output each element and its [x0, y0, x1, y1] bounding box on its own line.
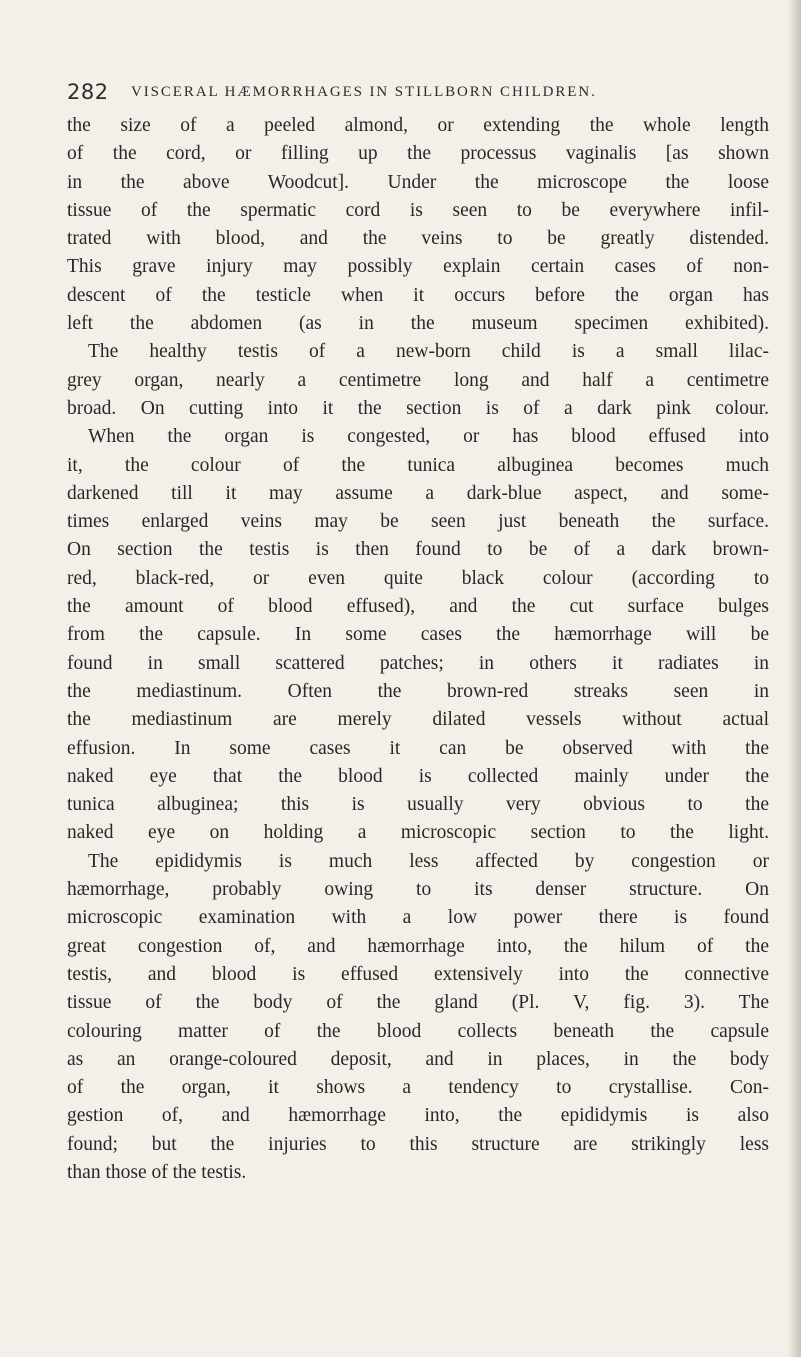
text-line: the amount of blood effused), and the cut surface bulges — [67, 596, 769, 618]
text-line: of the organ, it shows a tendency to crystallise. Con- — [67, 1077, 769, 1099]
text-line: the mediastinum. Often the brown-red streaks seen in — [67, 680, 769, 702]
text-line: On section the testis is then found to be of a dark brown- — [67, 539, 769, 561]
running-title: VISCERAL HÆMORRHAGES IN STILLBORN CHILDREN. — [131, 84, 597, 100]
text-line: This grave injury may possibly explain certain cases of non- — [67, 256, 769, 278]
text-line: gestion of, and hæmorrhage into, the epididymis is also — [67, 1105, 769, 1127]
text-line: tissue of the body of the gland (Pl. V, fig. 3). The — [67, 992, 769, 1014]
text-line: trated with blood, and the veins to be greatly distended. — [67, 228, 769, 250]
text-line: descent of the testicle when it occurs before the organ has — [67, 284, 769, 306]
text-line: grey organ, nearly a centimetre long and half a centimetre — [67, 369, 769, 391]
text-line: the size of a peeled almond, or extending the whole length — [67, 115, 769, 136]
text-line: as an orange-coloured deposit, and in places, in the body — [67, 1048, 769, 1070]
page-number: 282 — [67, 80, 109, 104]
text-line: found in small scattered patches; in others it radiates in — [67, 652, 769, 674]
text-line: effusion. In some cases it can be observed with the — [67, 737, 769, 759]
text-line: The healthy testis of a new-born child is a small lilac- — [88, 341, 769, 363]
text-line: The epididymis is much less affected by congestion or — [88, 850, 769, 872]
text-line: great congestion of, and hæmorrhage into, the hilum of the — [67, 935, 769, 957]
text-line: tissue of the spermatic cord is seen to be everywhere infil- — [67, 199, 769, 221]
text-line: colouring matter of the blood collects beneath the capsule — [67, 1020, 769, 1042]
text-line: broad. On cutting into it the section is of a dark pink colour. — [67, 397, 769, 419]
text-line: microscopic examination with a low power there is found — [67, 907, 769, 929]
running-head — [67, 80, 767, 110]
text-line: the mediastinum are merely dilated vessels without actual — [67, 709, 769, 731]
body-text — [67, 112, 769, 1187]
text-line: found; but the injuries to this structure are strikingly less — [67, 1133, 769, 1155]
text-line: naked eye on holding a microscopic section to the light. — [67, 822, 769, 844]
text-line: left the abdomen (as in the museum specimen exhibited). — [67, 313, 769, 335]
text-line: of the cord, or filling up the processus vaginalis [as shown — [67, 143, 769, 165]
text-line: than those of the testis. — [67, 1161, 247, 1183]
text-line: hæmorrhage, probably owing to its denser structure. On — [67, 879, 769, 901]
text-line: from the capsule. In some cases the hæmorrhage will be — [67, 624, 769, 646]
page-edge-shadow — [787, 0, 801, 1357]
text-line: tunica albuginea; this is usually very obvious to the — [67, 794, 769, 816]
text-line: darkened till it may assume a dark-blue aspect, and some- — [67, 482, 769, 504]
text-line: testis, and blood is effused extensively into the connective — [67, 963, 769, 985]
text-line: in the above Woodcut]. Under the microscope the loose — [67, 171, 769, 193]
text-line: naked eye that the blood is collected mainly under the — [67, 765, 769, 787]
text-line: times enlarged veins may be seen just beneath the surface. — [67, 511, 769, 533]
text-line: it, the colour of the tunica albuginea becomes much — [67, 454, 769, 476]
text-line: When the organ is congested, or has blood effused into — [88, 426, 769, 448]
text-line: red, black-red, or even quite black colour (according to — [67, 567, 769, 589]
